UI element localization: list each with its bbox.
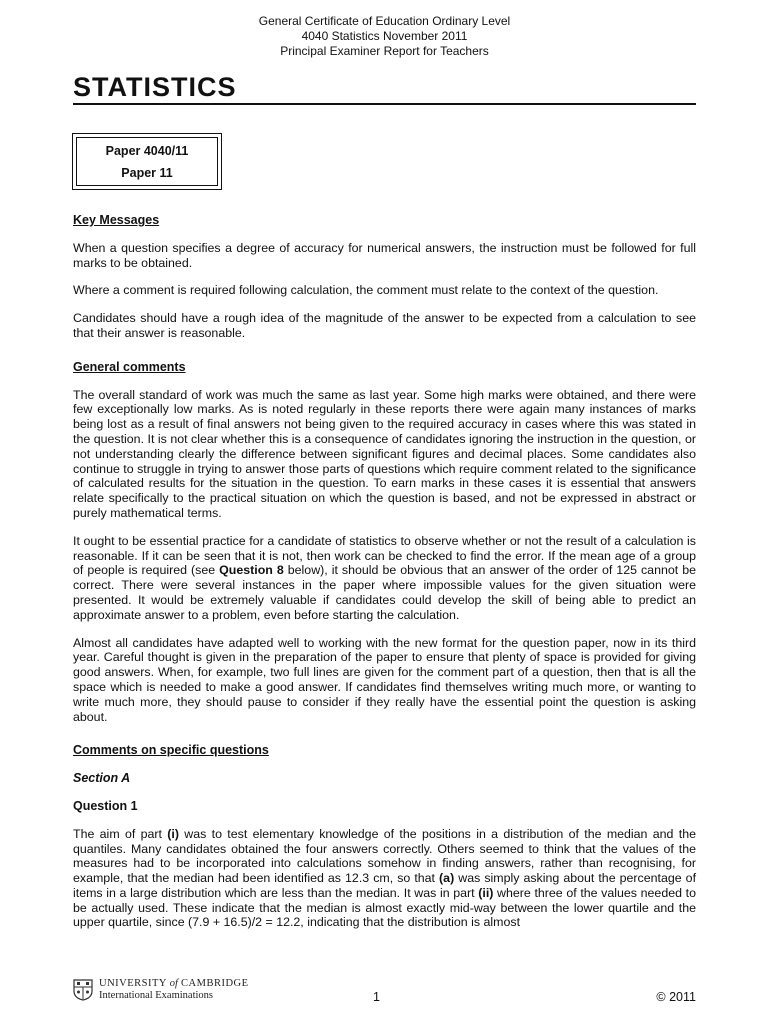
title-divider xyxy=(73,103,696,105)
general-comments-heading: General comments xyxy=(73,359,186,374)
general-comment-paragraph xyxy=(73,534,696,623)
paper-box xyxy=(72,133,222,190)
page-number: 1 xyxy=(373,990,380,1004)
general-comment-paragraph: The overall standard of work was much the same as last year. Some high marks were obtained, and there were few exceptionally low marks. As is noted regularly in these reports there were again many instances of marks being lost as a result of final answers not being given to the required accuracy in cases where this was stated in the question. It is not clear whether this is a consequence of candidates ignoring the instruction in the question, or not understanding clearly the difference between significant figures and decimal places. Some candidates also continue to struggle in trying to answer those parts of questions which require comment related to the significance of calculated results for the situation in the question. To earn marks in these cases it is essential that answers relate specifically to the practical situation on which the question is based, and not be expressed in abstract or purely mathematical terms. xyxy=(73,387,696,520)
logo-wordmark xyxy=(99,978,249,1002)
header-line-3: Principal Examiner Report for Teachers xyxy=(280,44,489,58)
question-1-paragraph xyxy=(73,827,696,931)
report-header xyxy=(73,14,696,59)
paper-number: Paper 11 xyxy=(121,166,173,180)
paper-box-inner xyxy=(76,137,218,186)
key-message-paragraph: When a question specifies a degree of accuracy for numerical answers, the instruction must be followed for full marks to be obtained. xyxy=(73,240,696,270)
key-message-paragraph: Where a comment is required following calculation, the comment must relate to the context of the question. xyxy=(73,283,659,298)
section-heading: Section A xyxy=(73,771,131,786)
paper-code: Paper 4040/11 xyxy=(105,144,189,158)
cambridge-crest-icon xyxy=(73,979,93,1001)
specific-comments-heading: Comments on specific questions xyxy=(73,743,269,758)
key-messages-heading: Key Messages xyxy=(73,213,160,227)
report-body xyxy=(73,213,696,943)
general-comment-paragraph: Almost all candidates have adapted well to working with the new format for the question paper, now in its third year. Careful thought is given in the preparation of the paper to ensure that plenty of space is provided for giving good answers. When, for example, two full lines are given for the comment part of a question, then that is all the space which is needed to make a good answer. If candidates find themselves writing much more, or wanting to write much more, they should pause to consider if they really have the essential point the question is asking about. xyxy=(73,635,696,724)
question-heading: Question 1 xyxy=(73,798,138,813)
text-span: below), it should be obvious that an answer of the order of 125 cannot be correct. There were several instances in the paper where impossible values for the given situation were presented. It would be extremely valuable if candidates could develop the skill of being able to predict an approximate answer to a problem, even before starting the calculation. xyxy=(73,563,696,622)
header-line-1: General Certificate of Education Ordinary Level xyxy=(258,14,511,28)
text-span: was simply asking about the percentage of items in a large distribution which are less than the median. It was in part xyxy=(73,871,697,900)
cambridge-logo xyxy=(73,978,249,1002)
part-label: (i) xyxy=(167,826,179,841)
key-message-paragraph: Candidates should have a rough idea of the magnitude of the answer to be expected from a calculation to see that their answer is reasonable. xyxy=(73,311,696,340)
question-reference: Question 8 xyxy=(219,563,284,578)
header-line-2: 4040 Statistics November 2011 xyxy=(301,29,468,43)
logo-text: CAMBRIDGE xyxy=(181,978,249,989)
logo-text: UNIVERSITY xyxy=(99,978,167,989)
text-span: It ought to be essential practice for a candidate of statistics to observe whether or not the result of a calculation is reasonable. If it can be seen that it is not, then work can be checked to find the error. If the mean age of a group of people is required (see xyxy=(73,533,696,578)
text-span: was to test elementary knowledge of the positions in a distribution of the median and the quantiles. Many candidates obtained the four answers correctly. Others seemed to think that the values of the measures had to be incorporated into calculations somehow in finding answers, rather than recognising, for example, that the median had been identified as 12.3 cm, so that xyxy=(73,826,696,886)
page-footer xyxy=(73,978,696,1008)
text-span: where three of the values needed to be actually used. These indicate that the median is almost exactly mid-way between the lower quartile and the upper quartile, since (7.9 + 16.5)/2 = 12.2, indicating that the distribution is almost xyxy=(73,885,696,930)
logo-subtitle: International Examinations xyxy=(99,990,214,1001)
part-label: (ii) xyxy=(478,885,494,900)
logo-text: of xyxy=(169,978,178,989)
page-title: STATISTICS xyxy=(73,72,237,102)
text-span: The aim of part xyxy=(73,826,168,841)
copyright: © 2011 xyxy=(656,990,696,1004)
part-label: (a) xyxy=(439,871,455,886)
